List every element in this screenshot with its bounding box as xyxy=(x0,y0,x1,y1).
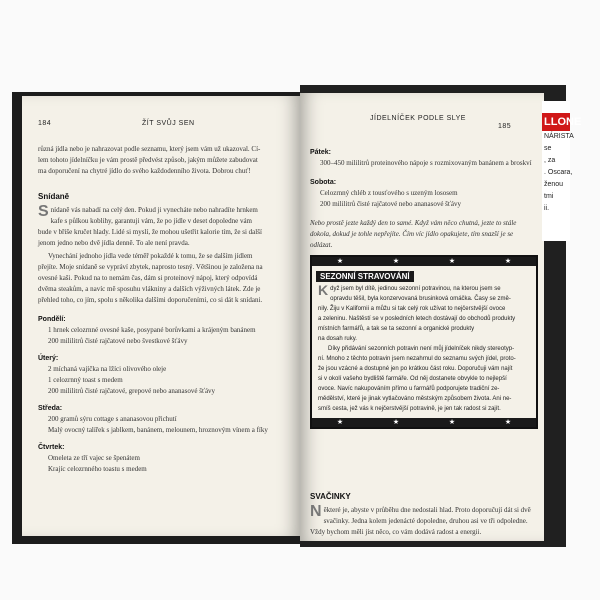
star-icon: ★ xyxy=(504,257,512,265)
cover-flap xyxy=(542,101,582,241)
breakfast-line: bude v břiše kručet hlady. Lidé si myslí, že mohou ušetřit kalorie tím, že si další xyxy=(38,228,262,236)
snacks-line: svačinky. Jedna kolem jedenácté dopoledne, druhou asi ve tři odpoledne. xyxy=(323,517,528,525)
right-running-head: JÍDELNÍČEK PODLE SLYE xyxy=(370,115,466,122)
star-icon: ★ xyxy=(504,418,512,426)
snacks-line: ěkteré je, abyste v průběhu dne nedostali hlad. Proto doporučují dát si dvě xyxy=(323,506,531,514)
sidebar-body xyxy=(312,284,536,418)
right-page-number: 185 xyxy=(498,123,512,130)
breakfast-line: přehled toho, co jím, spolu s několika dalšími doporučeními, co si dát k snídani. xyxy=(38,296,263,304)
sidebar-line: že jsou vzácné a dostupné jen po krátkou část roku. Doporučuji vám najít xyxy=(318,366,513,372)
menu-item: Celozrnný chléb z tousťového s uzeným lososem xyxy=(320,189,458,197)
breakfast-line: dvěma steakům, a navíc mě sposuhu vlákniny a dalších výživných látek. Zde je xyxy=(38,285,261,293)
breakfast-line: Vynechání jednoho jídla vede téměř pokaždé k tomu, že se dalším jídlem xyxy=(48,252,253,260)
flap-brand-text: LLONE xyxy=(542,113,570,131)
intro-line: různá jídla nebo je nahrazovat podle seznamu, který jsem vám už ukazoval. Cí- xyxy=(38,145,261,153)
menu-item: 200 gramů sýru cottage s ananasovou přichutí xyxy=(48,415,177,423)
day-label-wednesday: Středa: xyxy=(38,405,63,412)
right-menu xyxy=(310,147,536,251)
flap-line: se xyxy=(544,145,552,152)
menu-item: 2 míchaná vajíčka na lžíci olivového oleje xyxy=(48,365,167,373)
sidebar-drop-cap: K xyxy=(318,282,329,298)
note-line: dokola, dokud je tohle nepřejíte. Čím víc jídlo opakujete, tím snazší je se odlázat. xyxy=(310,230,514,249)
breakfast-line: přejíte. Moje snídaně se vypráví zbytek, naprosto tesný. Většinou je založena na xyxy=(38,263,263,271)
flap-line: ženou xyxy=(544,181,564,188)
snacks-line: Vždy bychom měli jíst něco, co vám dodává radost a energii. xyxy=(310,528,482,536)
star-icon: ★ xyxy=(392,257,400,265)
flap-line: , za xyxy=(544,157,556,164)
day-label-monday: Pondělí: xyxy=(38,316,66,323)
sidebar-line: místních farmářů, a tak se ta sezonní a organické produkty xyxy=(318,326,475,332)
flap-line: ii. xyxy=(544,205,550,212)
star-icon: ★ xyxy=(448,418,456,426)
menu-item: Krajíc celozrnného toastu s medem xyxy=(48,465,147,473)
note-line: Nebo prostě jezte každý den to samé. Když vám něco chutná, jezte to stále xyxy=(310,219,517,227)
star-icon: ★ xyxy=(448,257,456,265)
star-icon: ★ xyxy=(392,418,400,426)
snacks-heading: SVAČINKY xyxy=(310,492,351,501)
sidebar-line: ovoce. Navíc nakupováním přímo u farmářů podporujete tradiční ze- xyxy=(318,386,500,392)
sidebar-line: mědělství, které je jinak vytlačováno městským způsobem života. Ani ne- xyxy=(318,396,512,402)
flap-line: . Oscara, xyxy=(544,169,573,176)
menu-item: Omeleta ze tří vajec se špenátem xyxy=(48,454,140,462)
sidebar-line: Díky přidávání sezonních potravin není můj jídelníček nikdy stereotyp- xyxy=(328,346,515,352)
breakfast-line: jenom jedno nebo dvě jídla denně. To ale není pravda. xyxy=(38,239,190,247)
breakfast-line: ovesné kaši. Pokud na to nemám čas, dám si proteinový nápoj, který odpovídá xyxy=(38,274,258,282)
menu-item: Malý ovocný talířek s jablkem, banánem, melounem, hroznovým vínem a fíky xyxy=(48,426,268,434)
day-label-tuesday: Úterý: xyxy=(38,355,59,362)
intro-line: ma doporučení na chytré jídlo do svého každodenního života. Dobrou chuť! xyxy=(38,167,251,175)
left-page xyxy=(22,96,300,536)
intro-line: lem tohoto jídelníčku je vám prostě předvést způsob, jakým můžete zabudovat xyxy=(38,156,258,164)
snacks-drop-cap: N xyxy=(310,503,322,520)
star-icon: ★ xyxy=(336,418,344,426)
left-intro xyxy=(38,144,288,475)
menu-item: 1 celozrnný toast s medem xyxy=(48,376,123,384)
breakfast-line: nídaně vás nabadí na celý den. Pokud ji vynecháte nebo nahradíte hrnkem xyxy=(50,206,258,214)
seasonal-sidebar-box xyxy=(310,255,538,429)
left-page-number: 184 xyxy=(38,120,52,127)
sidebar-line: dyž jsem byl dítě, jedinou sezonní potravinou, na kterou jsem se xyxy=(330,286,501,292)
menu-item: 1 hrnek celozrnné ovesné kaše, posypané borůvkami a krájeným banánem xyxy=(48,326,256,334)
snacks-section xyxy=(310,485,536,538)
flap-line: tmi xyxy=(544,193,554,200)
menu-item: 200 mililitrů čisté rajčatové nebo švestkové šťávy xyxy=(48,337,188,345)
right-page xyxy=(300,93,544,541)
flap-line: NÁRISTA xyxy=(544,133,574,140)
menu-item: 200 mililitrů čisté rajčatové, grepové nebo ananasové šťávy xyxy=(48,387,216,395)
menu-item: 300–450 mililitrů proteinového nápoje s rozmixovaným banánem a broskví xyxy=(320,159,532,167)
sidebar-line: ní. Mnoho z těchto potravin jsem nezahrnul do seznamu svých jídel, proto- xyxy=(318,356,516,362)
day-label-friday: Pátek: xyxy=(310,149,332,156)
sidebar-line: opravdu těšil, byla konzervovaná brusinková omáčka. Časy se změ- xyxy=(330,296,511,302)
sidebar-line: smíš cesta, jež vás k nejčerstvější potravině, je jen tak radost si zajít. xyxy=(318,406,501,412)
sidebar-title: SEZONNÍ STRAVOVÁNÍ xyxy=(316,271,414,282)
breakfast-heading: Snídaně xyxy=(38,192,70,201)
sidebar-star-bar-top xyxy=(312,257,536,266)
day-label-saturday: Sobota: xyxy=(310,179,337,186)
breakfast-line: kafe s půlkou koblihy, garantuji vám, že po jídle v deset dopoledne vám xyxy=(50,217,253,225)
sidebar-line: a zeleninu. Naštěstí se v posledních letech dostávají do obchodů produkty xyxy=(318,316,516,322)
day-label-thursday: Čtvrtek: xyxy=(38,444,65,451)
breakfast-drop-cap: S xyxy=(38,203,49,220)
sidebar-line: na dosah ruky. xyxy=(318,336,357,342)
sidebar-line: nily. Žiju v Kalifornii a můžu si tak celý rok užívat to nejčerstvější ovoce xyxy=(318,306,506,312)
sidebar-star-bar-bottom xyxy=(312,418,536,427)
menu-item: 200 mililitrů čisté rajčatové nebo ananasové šťávy xyxy=(320,200,462,208)
sidebar-line: si v okolí vašeho bydliště farmáře. Od něj dostanete obvykle to nejlepší xyxy=(318,376,507,382)
left-running-head: ŽÍT SVŮJ SEN xyxy=(142,120,195,127)
star-icon: ★ xyxy=(336,257,344,265)
